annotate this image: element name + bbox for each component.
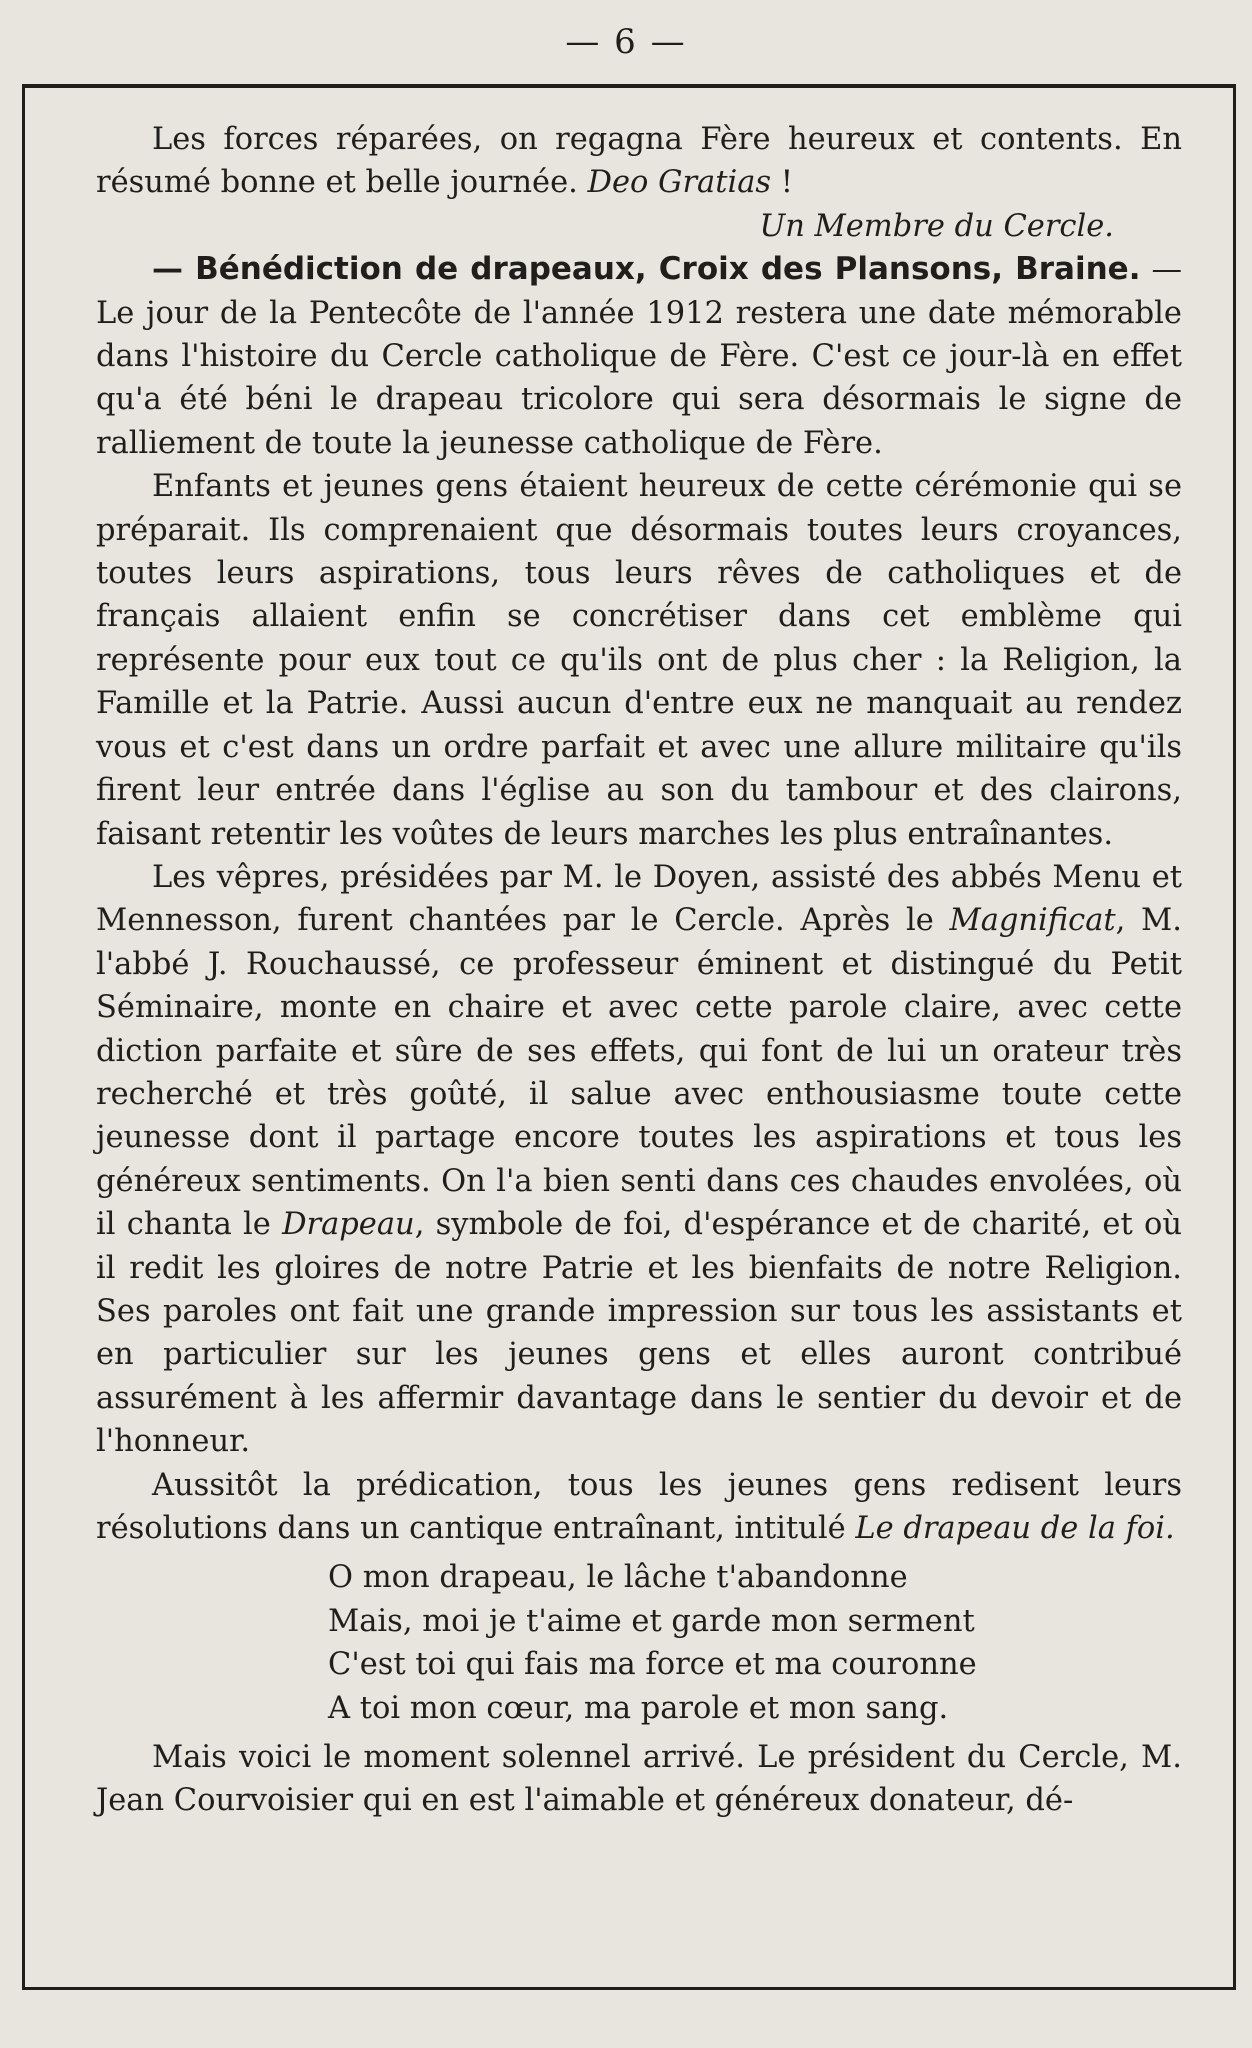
paragraph-4-a: Les vêpres, présidées par M. le Doyen, assisté des abbés Menu et Mennesson, furent chantées par le Cercle. Après le xyxy=(96,859,1182,939)
paragraph-5 xyxy=(96,1464,1182,1551)
paragraph-3: Enfants et jeunes gens étaient heureux de cette cérémonie qui se préparait. Ils comprenaient que désormais toutes leurs croyances, toutes leurs aspirations, tous leurs rêves de catholiques et de français allaient enfin se concrétiser dans cet emblème qui représente pour eux tout ce qu'ils ont de plus cher : la Religion, la Famille et la Patrie. Aussi aucun d'entre eux ne manquait au rendez vous et c'est dans un ordre parfait et avec une allure militaire qu'ils firent leur entrée dans l'église au son du tambour et des clairons, faisant retentir les voûtes de leurs marches les plus entraînantes. xyxy=(96,469,1182,852)
paragraph-1 xyxy=(96,118,1182,205)
paragraph-4-c: , symbole de foi, d'espérance et de charité, et où il redit les gloires de notre Patrie et les bienfaits de notre Religion. Ses paroles ont fait une grande impression sur tous les assistants et en particulier sur les jeunes gens et elles auront contribué assurément à les affermir davantage dans le sentier du devoir et de l'honneur. xyxy=(96,1207,1182,1460)
page-number: — 6 — xyxy=(565,22,687,62)
drapeau-italic: Drapeau xyxy=(282,1207,415,1243)
paragraph-2-text: — Le jour de la Pentecôte de l'année 1912 restera une date mémorable dans l'histoire du Cercle catholique de Fère. C'est ce jour-là en effet qu'a été béni le drapeau tricolore qui sera désormais le signe de ralliement de toute la jeunesse catholique de Fère. xyxy=(96,252,1182,461)
section-headline: — Bénédiction de drapeaux, Croix des Plansons, Braine. xyxy=(152,251,1141,288)
paragraph-1-end: ! xyxy=(771,165,794,201)
paragraph-4-b: , M. l'abbé J. Rouchaussé, ce professeur éminent et distingué du Petit Séminaire, monte en chaire et avec cette parole claire, avec cette diction parfaite et sûre de ses effets, qui font de lui un orateur très recherché et très goûté, il salue avec enthousiasme toute cette jeunesse dont il partage encore toutes les aspirations et tous les généreux sentiments. On l'a bien senti dans ces chaudes envolées, où il chanta le xyxy=(96,903,1182,1243)
verse-line: Mais, moi je t'aime et garde mon serment xyxy=(328,1603,975,1639)
article-body xyxy=(96,118,1182,1823)
paragraph-4 xyxy=(96,856,1182,1464)
magnificat: Magnificat xyxy=(949,903,1116,939)
paragraph-2 xyxy=(96,248,1182,465)
verse-line: O mon drapeau, le lâche t'abandonne xyxy=(328,1560,908,1596)
paragraph-1-text: Les forces réparées, on regagna Fère heureux et contents. En résumé bonne et belle journée. xyxy=(96,122,1182,201)
paragraph-6: Mais voici le moment solennel arrivé. Le président du Cercle, M. Jean Courvoisier qui en est l'aimable et généreux donateur, dé- xyxy=(96,1740,1182,1819)
deo-gratias: Deo Gratias xyxy=(587,165,772,201)
verse-line: C'est toi qui fais ma force et ma couronne xyxy=(328,1647,977,1683)
paragraph-5-a: Aussitôt la prédication, tous les jeunes gens redisent leurs résolutions dans un cantique entraînant, intitulé xyxy=(96,1467,1182,1546)
verse-line: A toi mon cœur, ma parole et mon sang. xyxy=(328,1690,949,1726)
signature: Un Membre du Cercle. xyxy=(759,208,1114,244)
hymn-title: Le drapeau de la foi. xyxy=(855,1511,1175,1546)
